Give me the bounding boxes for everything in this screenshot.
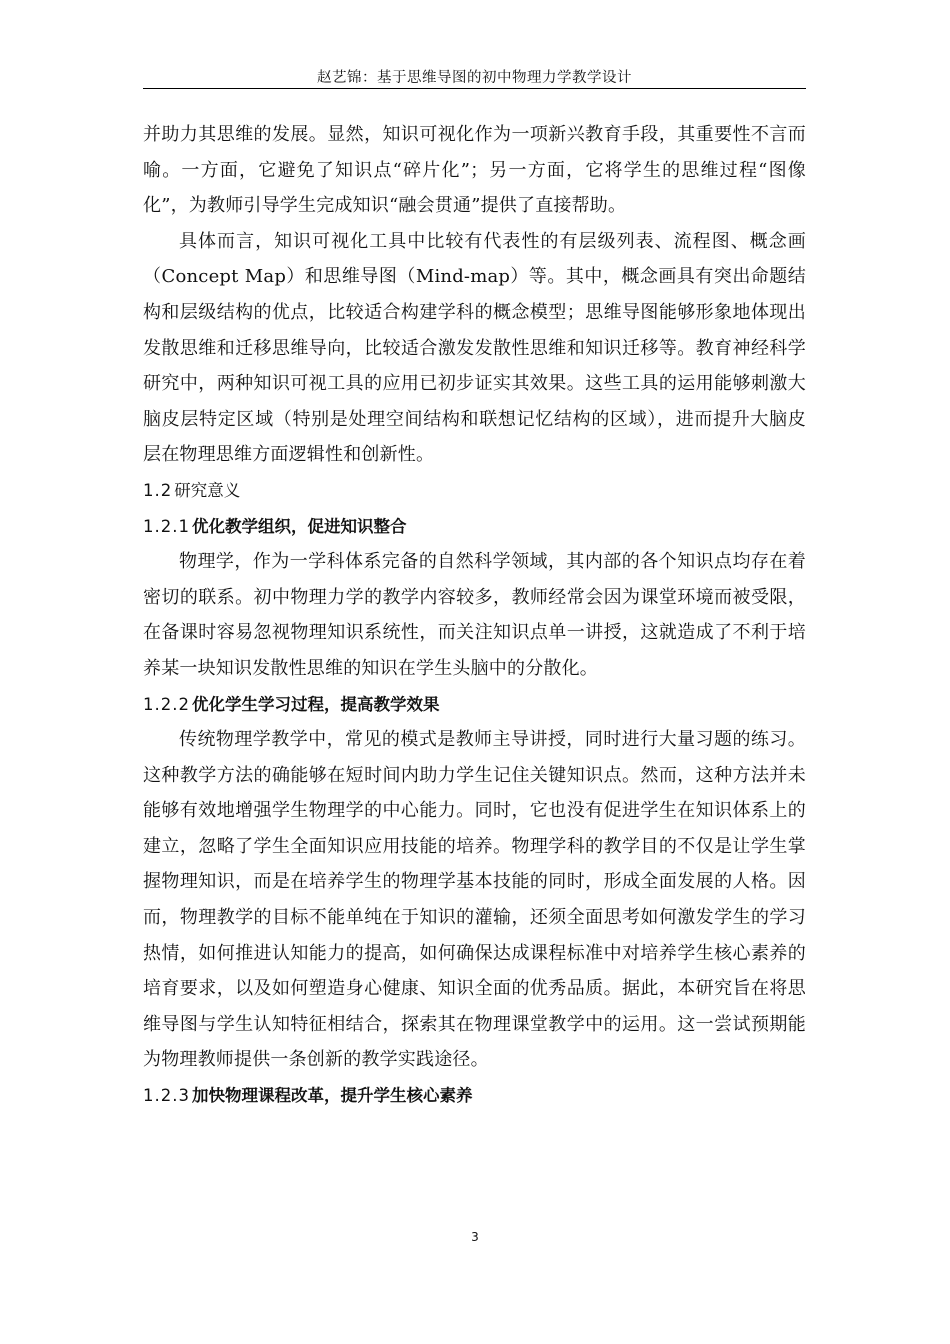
section-number: 1.2.3	[143, 1086, 190, 1106]
section-number: 1.2.2	[143, 694, 190, 714]
section-heading-1-2-2	[143, 687, 806, 723]
section-title: 加快物理课程改革，提升学生核心素养	[191, 1086, 473, 1106]
paragraph-visualization-tools: 具体而言，知识可视化工具中比较有代表性的有层级列表、流程图、概念画（Concept Map）和思维导图（Mind-map）等。其中，概念画具有突出命题结构和层级结构的优点，比较适合构建学科的概念模型；思维导图能够形象地体现出发散思维和迁移思维导向，比较适合激发发散性思维和知识迁移等。教育神经科学研究中，两种知识可视工具的应用已初步证实其效果。这些工具的运用能够刺激大脑皮层特定区域（特别是处理空间结构和联想记忆结构的区域），进而提升大脑皮层在物理思维方面逻辑性和创新性。	[143, 230, 806, 466]
section-title: 优化教学组织，促进知识整合	[191, 516, 407, 536]
page-body	[143, 117, 806, 1114]
section-title: 优化学生学习过程，提高教学效果	[191, 694, 440, 714]
header-rule	[143, 88, 806, 89]
section-heading-1-2-1	[143, 509, 806, 545]
running-header: 赵艺锦：基于思维导图的初中物理力学教学设计	[317, 70, 632, 86]
section-number: 1.2	[143, 480, 173, 500]
section-number: 1.2.1	[143, 516, 190, 536]
paragraph-learning-process: 传统物理学教学中，常见的模式是教师主导讲授，同时进行大量习题的练习。这种教学方法的确能够在短时间内助力学生记住关键知识点。然而，这种方法并未能够有效地增强学生物理学的中心能力。同时，它也没有促进学生在知识体系上的建立，忽略了学生全面知识应用技能的培养。物理学科的教学目的不仅是让学生掌握物理知识，而是在培养学生的物理学基本技能的同时，形成全面发展的人格。因而，物理教学的目标不能单纯在于知识的灌输，还须全面思考如何激发学生的学习热情，如何推进认知能力的提高，如何确保达成课程标准中对培养学生核心素养的培育要求，以及如何塑造身心健康、知识全面的优秀品质。据此，本研究旨在将思维导图与学生认知特征相结合，探索其在物理课堂教学中的运用。这一尝试预期能为物理教师提供一条创新的教学实践途径。	[143, 729, 806, 1071]
section-title: 研究意义	[174, 480, 241, 500]
section-heading-1-2-3	[143, 1078, 806, 1114]
paragraph-continuation: 并助力其思维的发展。显然，知识可视化作为一项新兴教育手段，其重要性不言而喻。一方面，它避免了知识点“碎片化”；另一方面，它将学生的思维过程“图像化”，为教师引导学生完成知识“融会贯通”提供了直接帮助。	[143, 124, 806, 217]
paragraph-knowledge-integration: 物理学，作为一学科体系完备的自然科学领域，其内部的各个知识点均存在着密切的联系。初中物理力学的教学内容较多，教师经常会因为课堂环境而被受限，在备课时容易忽视物理知识系统性，而关注知识点单一讲授，这就造成了不利于培养某一块知识发散性思维的知识在学生头脑中的分散化。	[143, 551, 806, 679]
page-number: 3	[471, 1230, 479, 1244]
section-heading-1-2	[143, 473, 806, 509]
